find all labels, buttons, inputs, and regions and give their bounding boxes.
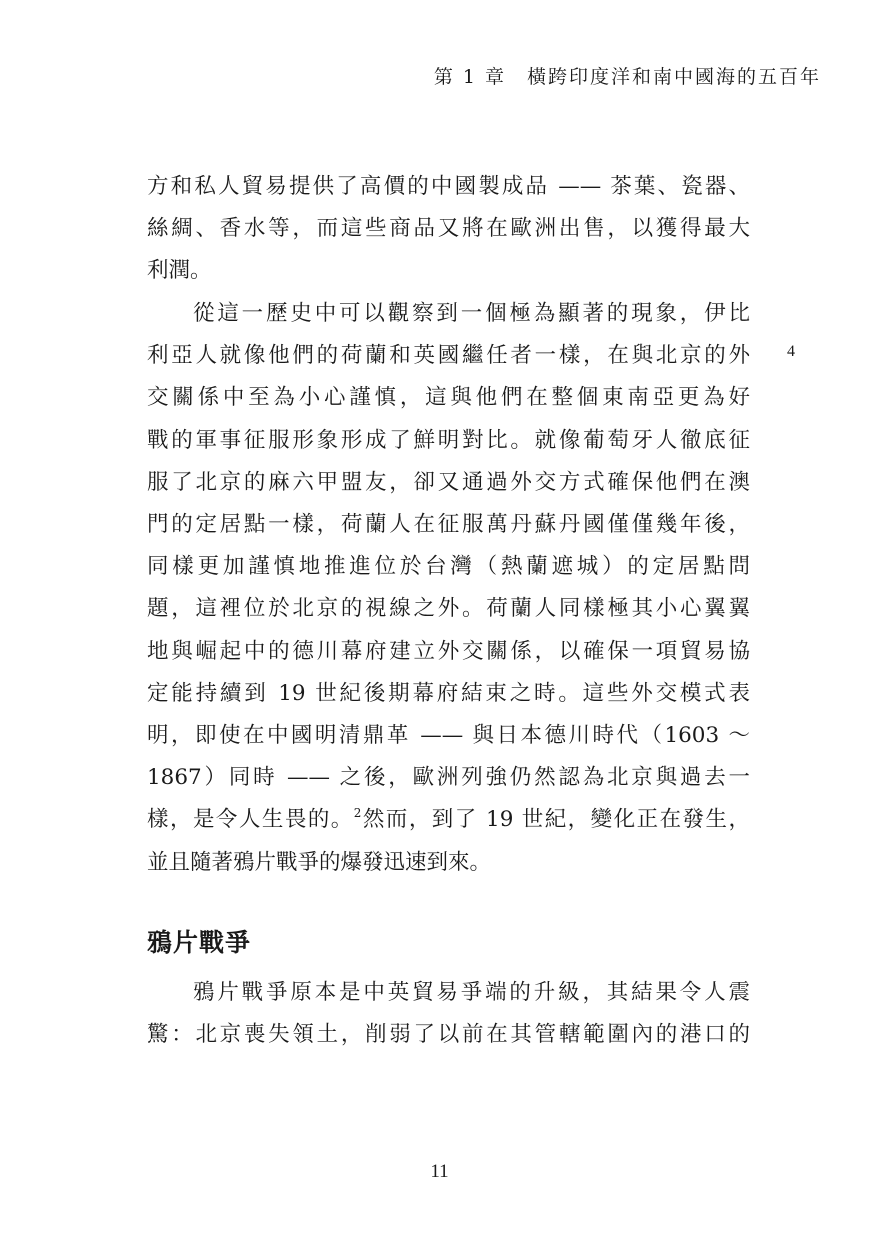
text-line: 利潤。 (147, 258, 212, 284)
text-line: 驚：北京喪失領土，削弱了以前在其管轄範圍內的港口的 (147, 1022, 750, 1048)
text-line: 門的定居點一樣，荷蘭人在征服萬丹蘇丹國僅僅幾年後， (147, 512, 750, 538)
text-line: 交關係中至為小心謹慎，這與他們在整個東南亞更為好 (147, 385, 750, 411)
page-number: 11 (430, 1161, 449, 1182)
text-line: 從這一歷史中可以觀察到一個極為顯著的現象，伊比 (193, 301, 750, 326)
text-line: 利亞人就像他們的荷蘭和英國繼任者一樣，在與北京的外 (147, 343, 750, 369)
text-line: 同樣更加謹慎地推進位於台灣（熱蘭遮城）的定居點問 (147, 554, 750, 580)
paragraph-3 (147, 972, 750, 1056)
text-line: 鴉片戰爭原本是中英貿易爭端的升級，其結果令人震 (193, 980, 750, 1005)
text-fragment: 樣，是令人生畏的。 (147, 807, 354, 833)
text-line: 明，即使在中國明清鼎革 —— 與日本德川時代（1603 ～ (147, 723, 750, 749)
section-heading: 鴉片戰爭 (147, 928, 252, 957)
text-line: 定能持續到 19 世紀後期幕府結束之時。這些外交模式表 (147, 680, 750, 706)
text-line: 地與崛起中的德川幕府建立外交關係，以確保一項貿易協 (147, 638, 750, 664)
footnote-marker[interactable]: 2 (353, 806, 362, 821)
text-line: 題，這裡位於北京的視線之外。荷蘭人同樣極其小心翼翼 (147, 596, 750, 622)
text-line: 戰的軍事征服形象形成了鮮明對比。就像葡萄牙人徹底征 (147, 427, 750, 453)
running-header: 第 1 章 橫跨印度洋和南中國海的五百年 (433, 66, 821, 88)
text-fragment: 然而，到了 19 世紀，變化正在發生， (361, 807, 750, 833)
text-line (147, 799, 750, 841)
text-line: 絲綢、香水等，而這些商品又將在歐洲出售，以獲得最大 (147, 216, 750, 242)
text-line: 1867）同時 —— 之後，歐洲列強仍然認為北京與過去一 (147, 765, 750, 791)
text-line: 服了北京的麻六甲盟友，卻又通過外交方式確保他們在澳 (147, 469, 750, 495)
text-line: 方和私人貿易提供了高價的中國製成品 —— 茶葉、瓷器、 (147, 174, 750, 199)
text-line: 並且隨著鴉片戰爭的爆發迅速到來。 (147, 849, 492, 875)
margin-note: 4 (787, 343, 795, 360)
paragraph-1 (147, 166, 750, 293)
paragraph-2 (147, 293, 750, 884)
